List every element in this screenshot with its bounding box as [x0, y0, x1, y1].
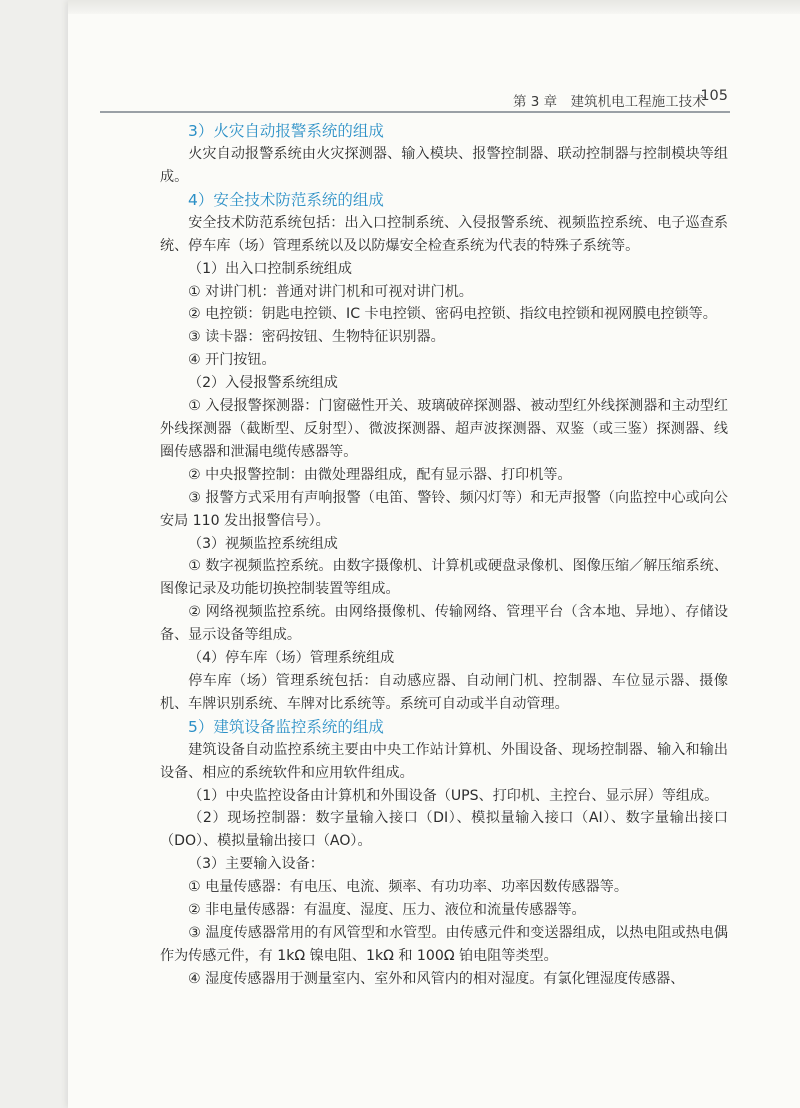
- page-number: 105: [700, 88, 728, 104]
- list-item: （2）入侵报警系统组成: [188, 375, 338, 392]
- scan-edge: [68, 0, 800, 14]
- list-item: ④ 开门按钮。: [188, 352, 276, 369]
- paragraph: 火灾自动报警系统由火灾探测器、输入模块、报警控制器、联动控制器与控制模块等组成。: [160, 146, 728, 185]
- paragraph: （1）中央监控设备由计算机和外围设备（UPS、打印机、主控台、显示屏）等组成。: [188, 787, 719, 804]
- list-item: ③ 读卡器：密码按钮、生物特征识别器。: [188, 329, 445, 346]
- paragraph: 安全技术防范系统包括：出入口控制系统、入侵报警系统、视频监控系统、电子巡查系统、停车库（场）管理系统以及以防爆安全检查系统为代表的特殊子系统等。: [160, 214, 728, 254]
- list-item: ① 对讲门机：普通对讲门机和可视对讲门机。: [188, 283, 473, 300]
- list-item: （3）视频监控系统组成: [188, 535, 338, 552]
- section-heading: 5）建筑设备监控系统的组成: [188, 717, 384, 736]
- paragraph: ① 入侵报警探测器：门窗磁性开关、玻璃破碎探测器、被动型红外线探测器和主动型红外线探测器（截断型、反射型）、微波探测器、超声波探测器、双鉴（或三鉴）探测器、线圈传感器和泄漏电缆传感器等。: [160, 398, 728, 460]
- list-item: ② 中央报警控制：由微处理器组成，配有显示器、打印机等。: [188, 466, 572, 483]
- paragraph: ② 网络视频监控系统。由网络摄像机、传输网络、管理平台（含本地、异地）、存储设备、显示设备等组成。: [160, 604, 728, 644]
- paragraph: ③ 报警方式采用有声响报警（电笛、警铃、频闪灯等）和无声报警（向监控中心或向公安局 110 发出报警信号）。: [160, 489, 728, 529]
- section-heading: 4）安全技术防范系统的组成: [188, 190, 384, 209]
- paragraph: 停车库（场）管理系统包括：自动感应器、自动闸门机、控制器、车位显示器、摄像机、车牌识别系统、车牌对比系统等。系统可自动或半自动管理。: [160, 672, 728, 712]
- list-item: ① 电量传感器：有电压、电流、频率、有功功率、功率因数传感器等。: [188, 879, 628, 896]
- list-item: （4）停车库（场）管理系统组成: [188, 650, 395, 667]
- paragraph: （2）现场控制器：数字量输入接口（DI）、模拟量输入接口（AI）、数字量输出接口（DO）、模拟量输出接口（AO）。: [160, 810, 728, 850]
- list-item: （3）主要输入设备：: [188, 856, 324, 873]
- running-header: [433, 88, 728, 108]
- section-heading: 3）火灾自动报警系统的组成: [188, 122, 384, 140]
- paragraph: 建筑设备自动监控系统主要由中央工作站计算机、外围设备、现场控制器、输入和输出设备、相应的系统软件和应用软件组成。: [160, 741, 728, 781]
- body-text: [160, 120, 728, 991]
- list-item: ② 电控锁：钥匙电控锁、IC 卡电控锁、密码电控锁、指纹电控锁和视网膜电控锁等。: [188, 306, 717, 323]
- list-item: ② 非电量传感器：有温度、湿度、压力、液位和流量传感器等。: [188, 902, 586, 919]
- chapter-title: 第 3 章 建筑机电工程施工技术: [513, 94, 706, 110]
- list-item: ④ 湿度传感器用于测量室内、室外和风管内的相对湿度。有氯化锂湿度传感器、: [188, 970, 685, 987]
- list-item: （1）出入口控制系统组成: [188, 260, 352, 277]
- header-rule: [100, 111, 730, 113]
- paragraph: ① 数字视频监控系统。由数字摄像机、计算机或硬盘录像机、图像压缩／解压缩系统、图像记录及功能切换控制装置等组成。: [160, 558, 728, 598]
- paragraph: ③ 温度传感器常用的有风管型和水管型。由传感元件和变送器组成，以热电阻或热电偶作为传感元件，有 1kΩ 镍电阻、1kΩ 和 100Ω 铂电阻等类型。: [160, 925, 728, 964]
